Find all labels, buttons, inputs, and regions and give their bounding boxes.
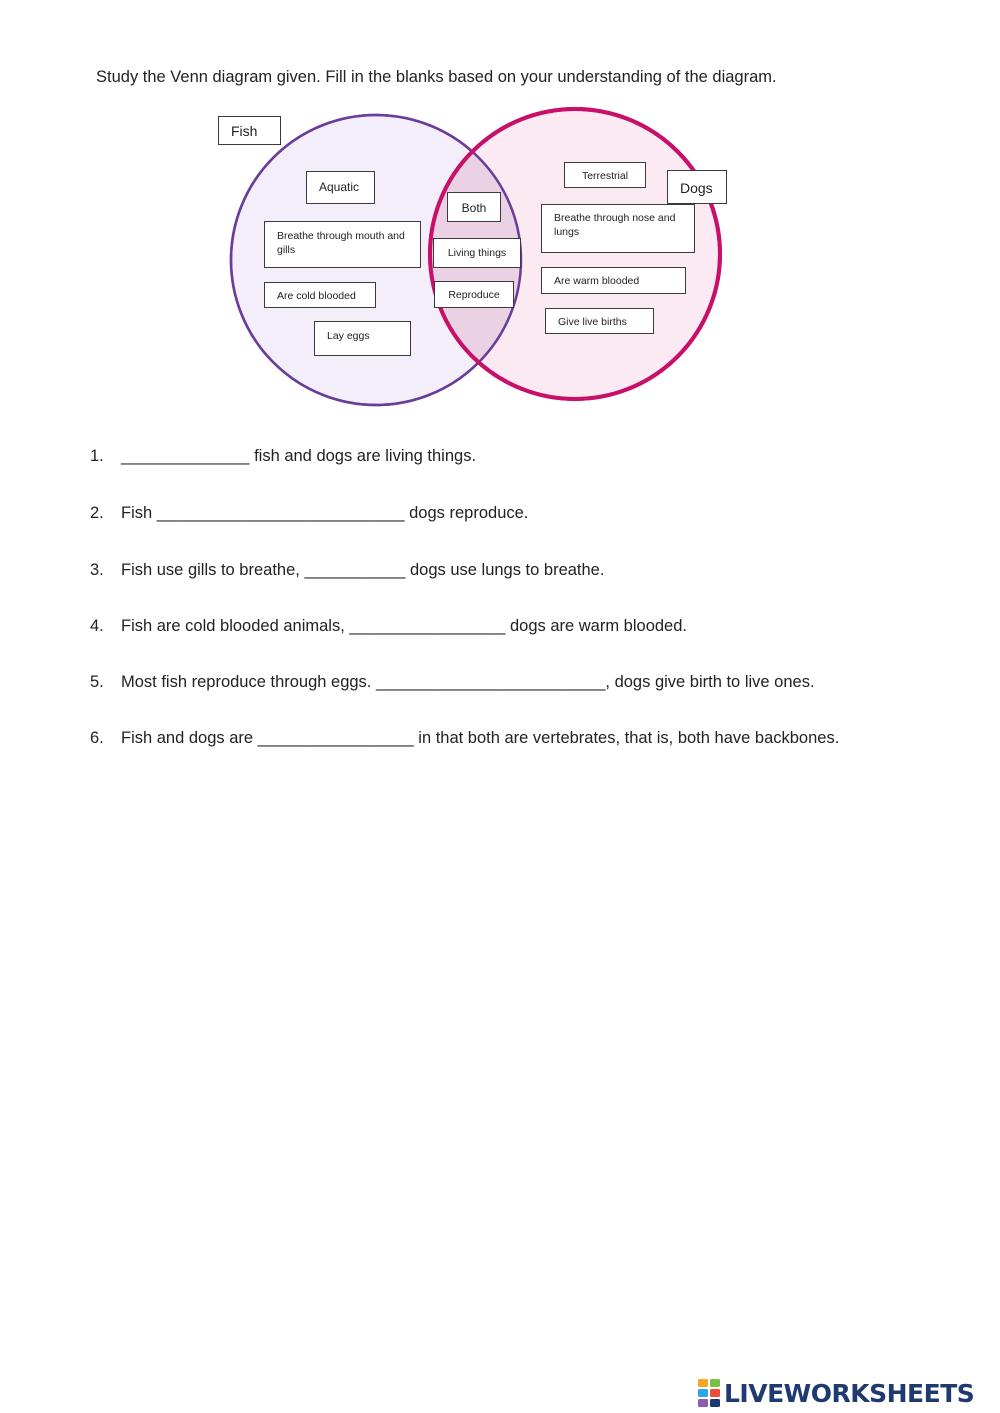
dogs-item-warm-blooded: Are warm blooded: [541, 267, 686, 294]
question-text: fish and dogs are living things.: [249, 447, 477, 465]
answer-blank-3[interactable]: ___________: [304, 561, 406, 579]
liveworksheets-logo[interactable]: [698, 1378, 974, 1408]
question-text: dogs are warm blooded.: [505, 617, 687, 635]
question-text: in that both are vertebrates, that is, both have backbones.: [413, 729, 840, 747]
fish-label: Fish: [218, 116, 281, 145]
logo-text: LIVEWORKSHEETS: [724, 1378, 975, 1408]
question-text: dogs use lungs to breathe.: [405, 561, 605, 579]
dogs-item-live-births: Give live births: [545, 308, 654, 334]
venn-diagram: [0, 0, 1000, 430]
question-number: 3.: [90, 561, 104, 579]
question-number: 6.: [90, 729, 104, 747]
dogs-item-breathe: Breathe through nose and lungs: [541, 204, 695, 253]
fish-item-lay-eggs: Lay eggs: [314, 321, 411, 356]
dogs-item-terrestrial: Terrestrial: [564, 162, 646, 188]
liveworksheets-logo-icon: [698, 1379, 720, 1407]
answer-blank-5[interactable]: _________________________: [375, 673, 606, 691]
question-3: [90, 561, 604, 580]
fish-item-aquatic: Aquatic: [306, 171, 375, 204]
question-number: 2.: [90, 504, 104, 522]
question-5: [90, 673, 815, 692]
question-number: 5.: [90, 673, 104, 691]
dogs-label: Dogs: [667, 170, 727, 204]
question-4: [90, 617, 687, 636]
question-text: dogs reproduce.: [404, 504, 529, 522]
question-number: 4.: [90, 617, 104, 635]
question-number: 1.: [90, 447, 104, 465]
question-2: [90, 504, 528, 523]
answer-blank-6[interactable]: _________________: [257, 729, 414, 747]
question-text: Fish are cold blooded animals,: [121, 617, 350, 635]
answer-blank-2[interactable]: ___________________________: [156, 504, 405, 522]
answer-blank-1[interactable]: ______________: [121, 447, 250, 465]
fish-item-cold-blooded: Are cold blooded: [264, 282, 376, 308]
both-label: Both: [447, 192, 501, 222]
question-text: Most fish reproduce through eggs.: [121, 673, 376, 691]
both-item-living-things: Living things: [433, 238, 521, 268]
instructions-text: Study the Venn diagram given. Fill in the blanks based on your understanding of the diagram.: [96, 68, 777, 86]
question-text: Fish: [121, 504, 157, 522]
question-text: Fish use gills to breathe,: [121, 561, 305, 579]
question-1: [90, 447, 476, 466]
question-text: , dogs give birth to live ones.: [605, 673, 815, 691]
both-item-reproduce: Reproduce: [434, 281, 514, 308]
fish-item-breathe: Breathe through mouth and gills: [264, 221, 421, 268]
question-6: [90, 729, 839, 748]
question-text: Fish and dogs are: [121, 729, 258, 747]
answer-blank-4[interactable]: _________________: [349, 617, 506, 635]
